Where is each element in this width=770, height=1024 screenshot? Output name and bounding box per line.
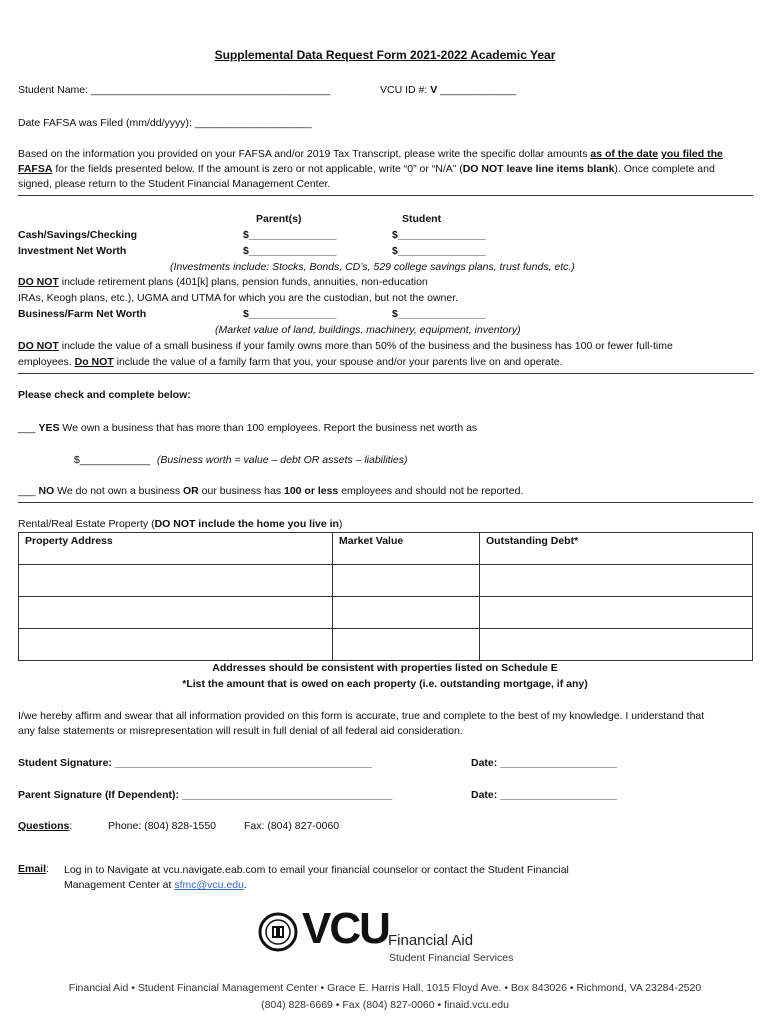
table-row <box>19 597 753 629</box>
parent-signature-row <box>18 789 392 801</box>
vcu-logo <box>258 906 518 964</box>
cash-savings-label: Cash/Savings/Checking <box>18 229 138 241</box>
affirmation-paragraph: I/we hereby affirm and swear that all information provided on this form is accurate, true and complete to the best of my knowledge. I understand that any false statements or misrepresentation will result in full denial of all federal aid consideration. <box>18 710 705 737</box>
yes-label: YES <box>38 422 60 434</box>
do-not-emphasis: Do NOT <box>74 356 114 368</box>
property-address-cell[interactable] <box>19 565 333 597</box>
no-or: OR <box>183 485 199 497</box>
logo-line-2: Student Financial Services <box>389 952 514 964</box>
parents-column-header: Parent(s) <box>256 213 302 225</box>
exclusion-note-2b <box>18 356 563 368</box>
business-worth-row <box>74 454 408 466</box>
investment-student-field[interactable]: $_______________ <box>392 245 486 257</box>
student-date-field[interactable]: ____________________ <box>500 757 617 769</box>
exclusion-text: include the value of a family farm that you, your spouse and/or your parents live on and operate. <box>113 356 563 368</box>
exclusion-note-1 <box>18 276 428 288</box>
no-text: We do not own a business <box>57 485 184 497</box>
student-signature-label: Student Signature: <box>18 757 112 769</box>
business-note: (Market value of land, buildings, machinery, equipment, inventory) <box>215 324 521 336</box>
student-name-field[interactable]: _________________________________________ <box>90 84 331 96</box>
header-property-address: Property Address <box>19 533 333 565</box>
student-name-row <box>18 84 330 96</box>
questions-row <box>18 820 72 832</box>
no-label: NO <box>38 485 55 497</box>
divider <box>18 502 753 503</box>
parent-date-field[interactable]: ____________________ <box>500 789 617 801</box>
outstanding-debt-cell[interactable] <box>480 629 753 661</box>
email-row <box>18 863 49 875</box>
vcu-id-label: VCU ID #: <box>380 84 428 96</box>
cash-student-field[interactable]: $_______________ <box>392 229 486 241</box>
date-label: Date: <box>471 789 498 801</box>
email-text-line <box>64 878 569 893</box>
do-not-emphasis: DO NOT <box>18 276 59 288</box>
divider <box>18 195 753 196</box>
phone-number: Phone: (804) 828-1550 <box>108 820 216 832</box>
yes-checkbox[interactable]: ___ <box>18 422 36 434</box>
fafsa-date-field[interactable]: ____________________ <box>194 117 312 129</box>
rental-property-table <box>18 532 753 661</box>
exclusion-text: employees. <box>18 356 75 368</box>
email-text <box>64 863 569 893</box>
outstanding-debt-cell[interactable] <box>480 597 753 629</box>
property-address-cell[interactable] <box>19 597 333 629</box>
check-heading: Please check and complete below: <box>18 389 191 401</box>
parent-signature-label: Parent Signature (If Dependent): <box>18 789 180 801</box>
vcu-id-prefix: V <box>430 84 438 96</box>
exclusion-text: include the value of a small business if your family owns more than 50% of the business and the business has 100 or fewer full-time <box>58 340 673 352</box>
fax-number: Fax: (804) 827-0060 <box>244 820 340 832</box>
instructions-text: for the fields presented below. If the amount is zero or not applicable, write “0” or “N/A” ( <box>52 163 463 175</box>
schedule-e-note: Addresses should be consistent with properties listed on Schedule E <box>212 662 558 674</box>
table-row <box>19 629 753 661</box>
investment-label: Investment Net Worth <box>18 245 127 257</box>
do-not-emphasis: DO NOT <box>18 340 59 352</box>
rental-caption-text: ) <box>338 518 343 530</box>
student-signature-field[interactable]: ____________________________________________ <box>114 757 372 769</box>
header-outstanding-debt: Outstanding Debt* <box>480 533 753 565</box>
logo-line-1: Financial Aid <box>388 932 474 949</box>
email-text-part: Management Center at <box>64 879 175 891</box>
outstanding-debt-cell[interactable] <box>480 565 753 597</box>
no-option-row <box>18 485 523 497</box>
market-value-cell[interactable] <box>333 597 480 629</box>
fafsa-date-row <box>18 117 312 129</box>
email-label: Email <box>18 863 47 875</box>
footer-contact: (804) 828-6669 • Fax (804) 827-0060 • finaid.vcu.edu <box>261 999 509 1011</box>
yes-option-row <box>18 422 477 434</box>
exclusion-text: include retirement plans (401[k] plans, pension funds, annuities, non-education <box>58 276 428 288</box>
rental-caption-text: Rental/Real Estate Property ( <box>18 518 155 530</box>
business-student-field[interactable]: $_______________ <box>392 308 486 320</box>
parent-date-row <box>471 789 617 801</box>
no-text: employees and should not be reported. <box>338 485 524 497</box>
vcu-id-field[interactable]: _____________ <box>440 84 517 96</box>
date-label: Date: <box>471 757 498 769</box>
email-text-part: . <box>243 879 247 891</box>
table-header-row <box>19 533 753 565</box>
business-worth-field[interactable]: $____________ <box>74 454 150 466</box>
rental-caption <box>18 518 342 530</box>
instructions-text: ). Once complete and signed, please return to the Student Financial Management Center. <box>18 163 715 190</box>
vcu-seal-icon <box>258 910 298 958</box>
questions-label: Questions <box>18 820 70 832</box>
instructions-emphasis: you filed the FAFSA <box>18 148 723 175</box>
no-100: 100 or less <box>283 485 339 497</box>
business-farm-label: Business/Farm Net Worth <box>18 308 147 320</box>
exclusion-note-2 <box>18 340 673 352</box>
colon: : <box>69 820 73 832</box>
vcu-id-row <box>380 84 516 96</box>
cash-parent-field[interactable]: $_______________ <box>243 229 337 241</box>
student-name-label: Student Name: <box>18 84 89 96</box>
business-worth-note: (Business worth = value – debt OR assets – liabilities) <box>156 454 408 466</box>
instructions-text: Based on the information you provided on your FAFSA and/or 2019 Tax Transcript, please write the specific dollar amounts <box>18 148 591 160</box>
business-parent-field[interactable]: $_______________ <box>243 308 337 320</box>
instructions-emphasis: as of the date <box>590 148 659 160</box>
no-text: our business has <box>198 485 284 497</box>
exclusion-note-1b: IRAs, Keogh plans, etc.), UGMA and UTMA for which you are the custodian, but not the owner. <box>18 292 459 304</box>
email-link[interactable]: sfmc@vcu.edu <box>174 879 244 891</box>
investment-parent-field[interactable]: $_______________ <box>243 245 337 257</box>
colon: : <box>46 863 49 875</box>
form-title: Supplemental Data Request Form 2021-2022 Academic Year <box>214 48 556 62</box>
outstanding-note: *List the amount that is owed on each property (i.e. outstanding mortgage, if any) <box>182 678 588 690</box>
footer-address: Financial Aid • Student Financial Management Center • Grace E. Harris Hall, 1015 Floyd Ave. • Box 843026 • Richmond, VA 23284-2520 <box>68 982 702 994</box>
divider <box>18 373 753 374</box>
instructions-paragraph <box>18 147 733 192</box>
table-row <box>19 565 753 597</box>
email-text-line: Log in to Navigate at vcu.navigate.eab.com to email your financial counselor or contact the Student Financial <box>64 864 569 876</box>
market-value-cell[interactable] <box>333 629 480 661</box>
property-address-cell[interactable] <box>19 629 333 661</box>
rental-caption-emphasis: DO NOT include the home you live in <box>154 518 339 530</box>
vcu-wordmark: VCU <box>302 904 389 953</box>
yes-text: We own a business that has more than 100 employees. Report the business net worth as <box>62 422 478 434</box>
student-date-row <box>471 757 617 769</box>
no-checkbox[interactable]: ___ <box>18 485 36 497</box>
header-market-value: Market Value <box>333 533 480 565</box>
market-value-cell[interactable] <box>333 565 480 597</box>
student-column-header: Student <box>402 213 442 225</box>
investment-note: (Investments include: Stocks, Bonds, CD’s, 529 college savings plans, trust funds, etc.) <box>170 261 575 273</box>
parent-signature-field[interactable]: ____________________________________ <box>181 789 393 801</box>
instructions-emphasis: DO NOT leave line items blank <box>462 163 615 175</box>
student-signature-row <box>18 757 372 769</box>
fafsa-date-label: Date FAFSA was Filed (mm/dd/yyyy): <box>18 117 192 129</box>
